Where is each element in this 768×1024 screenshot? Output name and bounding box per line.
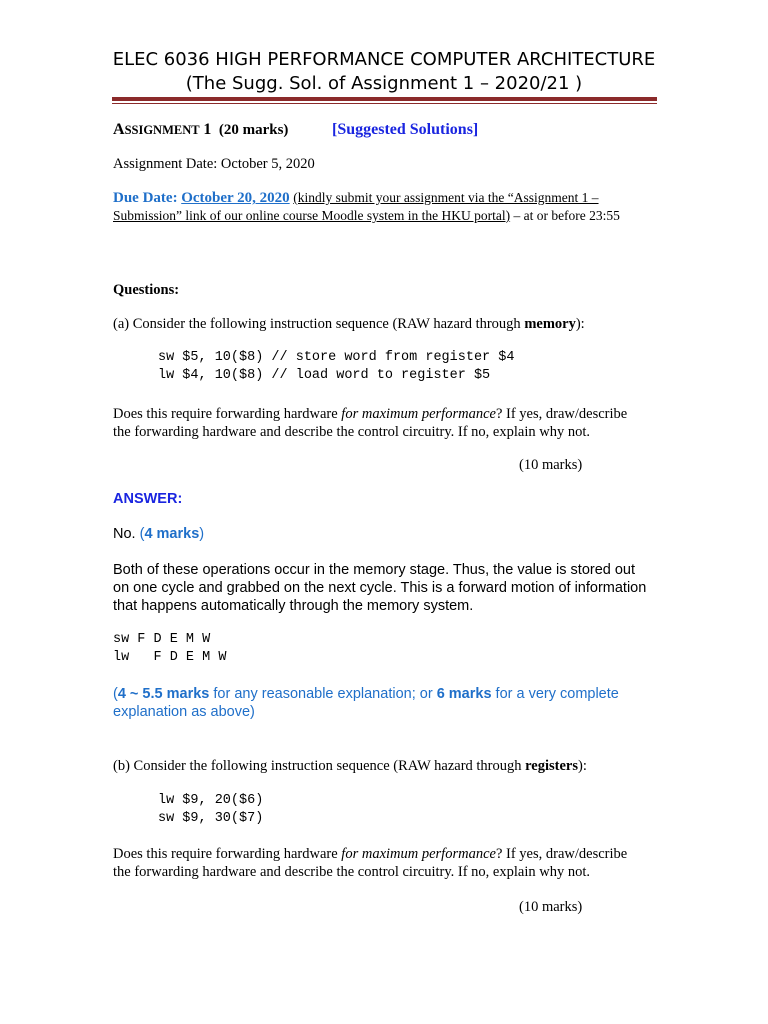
grading-note-line-1 xyxy=(113,686,619,702)
question-b-intro-bold: registers xyxy=(525,758,578,774)
questions-heading: Questions: xyxy=(113,282,180,298)
answer-paragraph-line-1: Both of these operations occur in the memory stage. Thus, the value is stored out xyxy=(113,562,636,578)
question-b-text-2: the forwarding hardware and describe the control circuitry. If no, explain why not. xyxy=(113,864,590,880)
assignment-title-rest: SSIGNMENT xyxy=(124,123,200,137)
answer-marks-open: ( xyxy=(139,526,145,542)
grading-open: ( xyxy=(113,686,118,702)
suggested-solutions-label: [Suggested Solutions] xyxy=(332,121,479,138)
grading-bold-2: 6 marks xyxy=(436,686,492,702)
assignment-number: 1 xyxy=(203,121,212,138)
assignment-date: Assignment Date: October 5, 2020 xyxy=(113,156,315,172)
document-subtitle: (The Sugg. Sol. of Assignment 1 – 2020/21 ) xyxy=(185,73,583,94)
question-b-text-post: ? If yes, draw/describe xyxy=(495,846,628,862)
due-date-label: Due Date: xyxy=(113,190,178,206)
question-b-intro xyxy=(113,758,587,775)
question-a-marks: (10 marks) xyxy=(519,457,583,473)
due-date-line-2 xyxy=(113,208,620,224)
question-b-text-pre: Does this require forwarding hardware xyxy=(113,846,342,862)
question-a-intro-end: ): xyxy=(575,316,585,332)
question-a-code-1: sw $5, 10($8) // store word from register $4 xyxy=(158,350,515,365)
assignment-title-initial: A xyxy=(113,121,125,138)
answer-no: No. xyxy=(113,526,140,542)
question-a-intro-bold: memory xyxy=(524,316,576,332)
answer-paragraph-line-3: that happens automatically through the memory system. xyxy=(113,598,474,614)
question-b-code-2: sw $9, 30($7) xyxy=(158,811,264,826)
pipeline-lw: lw F D E M W xyxy=(113,650,227,665)
answer-paragraph-line-2: on one cycle and grabbed on the next cycle. This is a forward motion of information xyxy=(113,580,647,596)
due-date-value: October 20, 2020 xyxy=(181,190,290,206)
question-a-text-2: the forwarding hardware and describe the control circuitry. If no, explain why not. xyxy=(113,424,590,440)
question-b-code-1: lw $9, 20($6) xyxy=(158,793,264,808)
due-date-line xyxy=(113,190,599,207)
grading-bold-1: 4 ~ 5.5 marks xyxy=(117,686,210,702)
answer-label: ANSWER: xyxy=(113,491,183,507)
answer-short xyxy=(113,526,204,542)
grading-end: for a very complete xyxy=(491,686,619,702)
grading-note-line-2: explanation as above) xyxy=(113,704,255,720)
course-title: ELEC 6036 HIGH PERFORMANCE COMPUTER ARCHITECTURE xyxy=(112,49,656,70)
assignment-heading xyxy=(113,121,288,139)
question-a-text-1 xyxy=(113,406,627,423)
question-a-intro-text: (a) Consider the following instruction sequence (RAW hazard through xyxy=(113,316,525,332)
due-note-1: (kindly submit your assignment via the “Assignment 1 – xyxy=(293,190,599,205)
question-a-text-italic: for maximum performance xyxy=(341,406,496,422)
question-b-text-1 xyxy=(113,846,627,863)
answer-marks-close: ) xyxy=(199,526,205,542)
question-b-marks: (10 marks) xyxy=(519,899,583,915)
header-rule-thick xyxy=(112,97,657,101)
grading-mid: for any reasonable explanation; or xyxy=(209,686,437,702)
question-a-text-post: ? If yes, draw/describe xyxy=(495,406,628,422)
question-b-intro-text: (b) Consider the following instruction sequence (RAW hazard through xyxy=(113,758,526,774)
question-a-text-pre: Does this require forwarding hardware xyxy=(113,406,342,422)
header-rule-thin xyxy=(112,103,657,104)
due-note-3: – at or before 23:55 xyxy=(510,208,620,223)
assignment-marks: (20 marks) xyxy=(218,122,289,138)
question-b-text-italic: for maximum performance xyxy=(341,846,496,862)
question-b-intro-end: ): xyxy=(578,758,587,774)
answer-marks-bold: 4 marks xyxy=(144,526,200,542)
question-a-intro xyxy=(113,316,585,333)
question-a-code-2: lw $4, 10($8) // load word to register $5 xyxy=(158,368,491,383)
pipeline-sw: sw F D E M W xyxy=(113,632,211,647)
due-note-2: Submission” link of our online course Moodle system in the HKU portal) xyxy=(113,208,511,223)
